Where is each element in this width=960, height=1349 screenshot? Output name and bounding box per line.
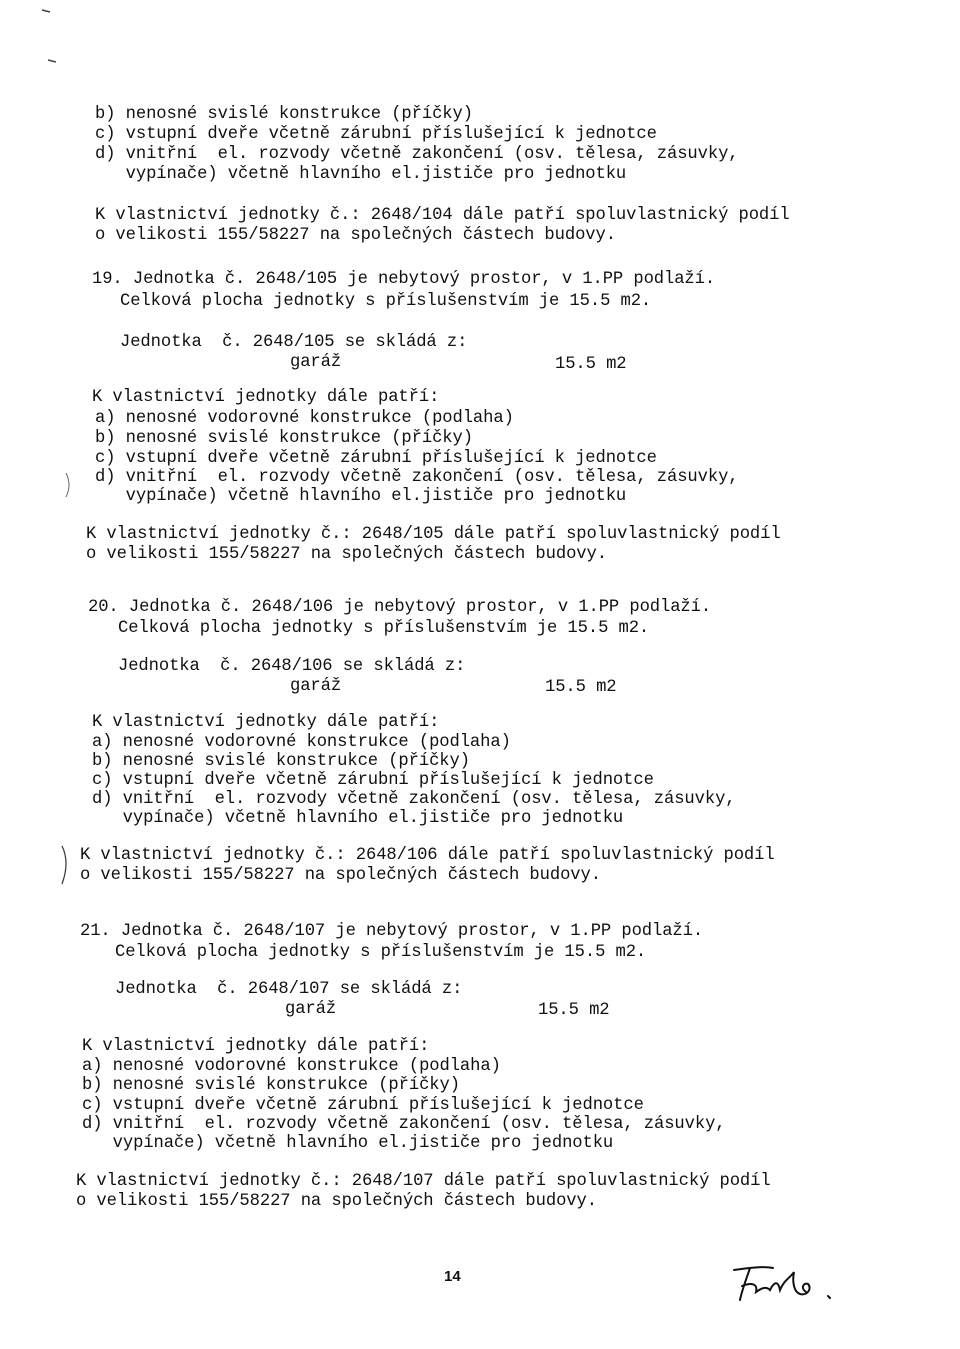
text-line: b) nenosné svislé konstrukce (příčky) — [95, 105, 473, 124]
text-line: c) vstupní dveře včetně zárubní příslušející k jednotce — [95, 449, 657, 468]
text-line: o velikosti 155/58227 na společných částech budovy. — [86, 545, 607, 564]
text-line: Jednotka č. 2648/106 se skládá z: — [118, 657, 466, 676]
room-area: 15.5 m2 — [555, 355, 627, 374]
text-line: K vlastnictví jednotky dále patří: — [92, 388, 440, 407]
unit-heading: 20. Jednotka č. 2648/106 je nebytový prostor, v 1.PP podlaží. — [88, 598, 712, 617]
text-line: d) vnitřní el. rozvody včetně zakončení (osv. tělesa, zásuvky, — [95, 145, 739, 164]
scan-bracket — [56, 840, 76, 890]
text-line: b) nenosné svislé konstrukce (příčky) — [82, 1076, 460, 1095]
text-line: K vlastnictví jednotky dále patří: — [82, 1037, 430, 1056]
room-area: 15.5 m2 — [545, 678, 617, 697]
text-line: a) nenosné vodorovné konstrukce (podlaha) — [82, 1057, 501, 1076]
text-line: o velikosti 155/58227 na společných částech budovy. — [80, 866, 601, 885]
text-line: vypínače) včetně hlavního el.jističe pro jednotku — [82, 1134, 614, 1153]
text-line: vypínače) včetně hlavního el.jističe pro jednotku — [95, 487, 627, 506]
text-line: vypínače) včetně hlavního el.jističe pro jednotku — [92, 809, 624, 828]
text-line: K vlastnictví jednotky č.: 2648/105 dále patří spoluvlastnický podíl — [86, 525, 781, 544]
room-name: garáž — [290, 677, 342, 696]
room-area: 15.5 m2 — [538, 1001, 610, 1020]
text-line: Jednotka č. 2648/107 se skládá z: — [115, 980, 463, 999]
text-line: d) vnitřní el. rozvody včetně zakončení (osv. tělesa, zásuvky, — [95, 468, 739, 487]
unit-heading: 19. Jednotka č. 2648/105 je nebytový prostor, v 1.PP podlaží. — [92, 270, 716, 289]
room-name: garáž — [285, 1000, 337, 1019]
text-line: K vlastnictví jednotky dále patří: — [92, 713, 440, 732]
text-line: Jednotka č. 2648/105 se skládá z: — [120, 333, 468, 352]
signature-mark — [728, 1258, 848, 1308]
text-line: c) vstupní dveře včetně zárubní příslušející k jednotce — [82, 1096, 644, 1115]
room-name: garáž — [290, 353, 342, 372]
text-line: b) nenosné svislé konstrukce (příčky) — [92, 752, 470, 771]
text-line: K vlastnictví jednotky č.: 2648/106 dále patří spoluvlastnický podíl — [80, 846, 775, 865]
text-line: K vlastnictví jednotky č.: 2648/104 dále patří spoluvlastnický podíl — [95, 206, 790, 225]
text-line: Celková plocha jednotky s příslušenstvím je 15.5 m2. — [120, 292, 652, 311]
text-line: d) vnitřní el. rozvody včetně zakončení (osv. tělesa, zásuvky, — [82, 1115, 726, 1134]
page-number: 14 — [444, 1268, 461, 1285]
text-line: c) vstupní dveře včetně zárubní příslušející k jednotce — [95, 125, 657, 144]
text-line: d) vnitřní el. rozvody včetně zakončení (osv. tělesa, zásuvky, — [92, 790, 736, 809]
text-line: vypínače) včetně hlavního el.jističe pro jednotku — [95, 165, 627, 184]
text-line: Celková plocha jednotky s příslušenstvím je 15.5 m2. — [118, 619, 650, 638]
text-line: a) nenosné vodorovné konstrukce (podlaha) — [95, 409, 514, 428]
text-line: c) vstupní dveře včetně zárubní příslušející k jednotce — [92, 771, 654, 790]
text-line: K vlastnictví jednotky č.: 2648/107 dále patří spoluvlastnický podíl — [76, 1172, 771, 1191]
text-line: o velikosti 155/58227 na společných částech budovy. — [76, 1192, 597, 1211]
text-line: a) nenosné vodorovné konstrukce (podlaha) — [92, 733, 511, 752]
scan-speck — [40, 4, 70, 64]
unit-heading: 21. Jednotka č. 2648/107 je nebytový prostor, v 1.PP podlaží. — [80, 922, 704, 941]
text-line: Celková plocha jednotky s příslušenstvím je 15.5 m2. — [115, 943, 647, 962]
scan-bracket — [52, 455, 82, 515]
text-line: b) nenosné svislé konstrukce (příčky) — [95, 429, 473, 448]
text-line: o velikosti 155/58227 na společných částech budovy. — [95, 226, 616, 245]
